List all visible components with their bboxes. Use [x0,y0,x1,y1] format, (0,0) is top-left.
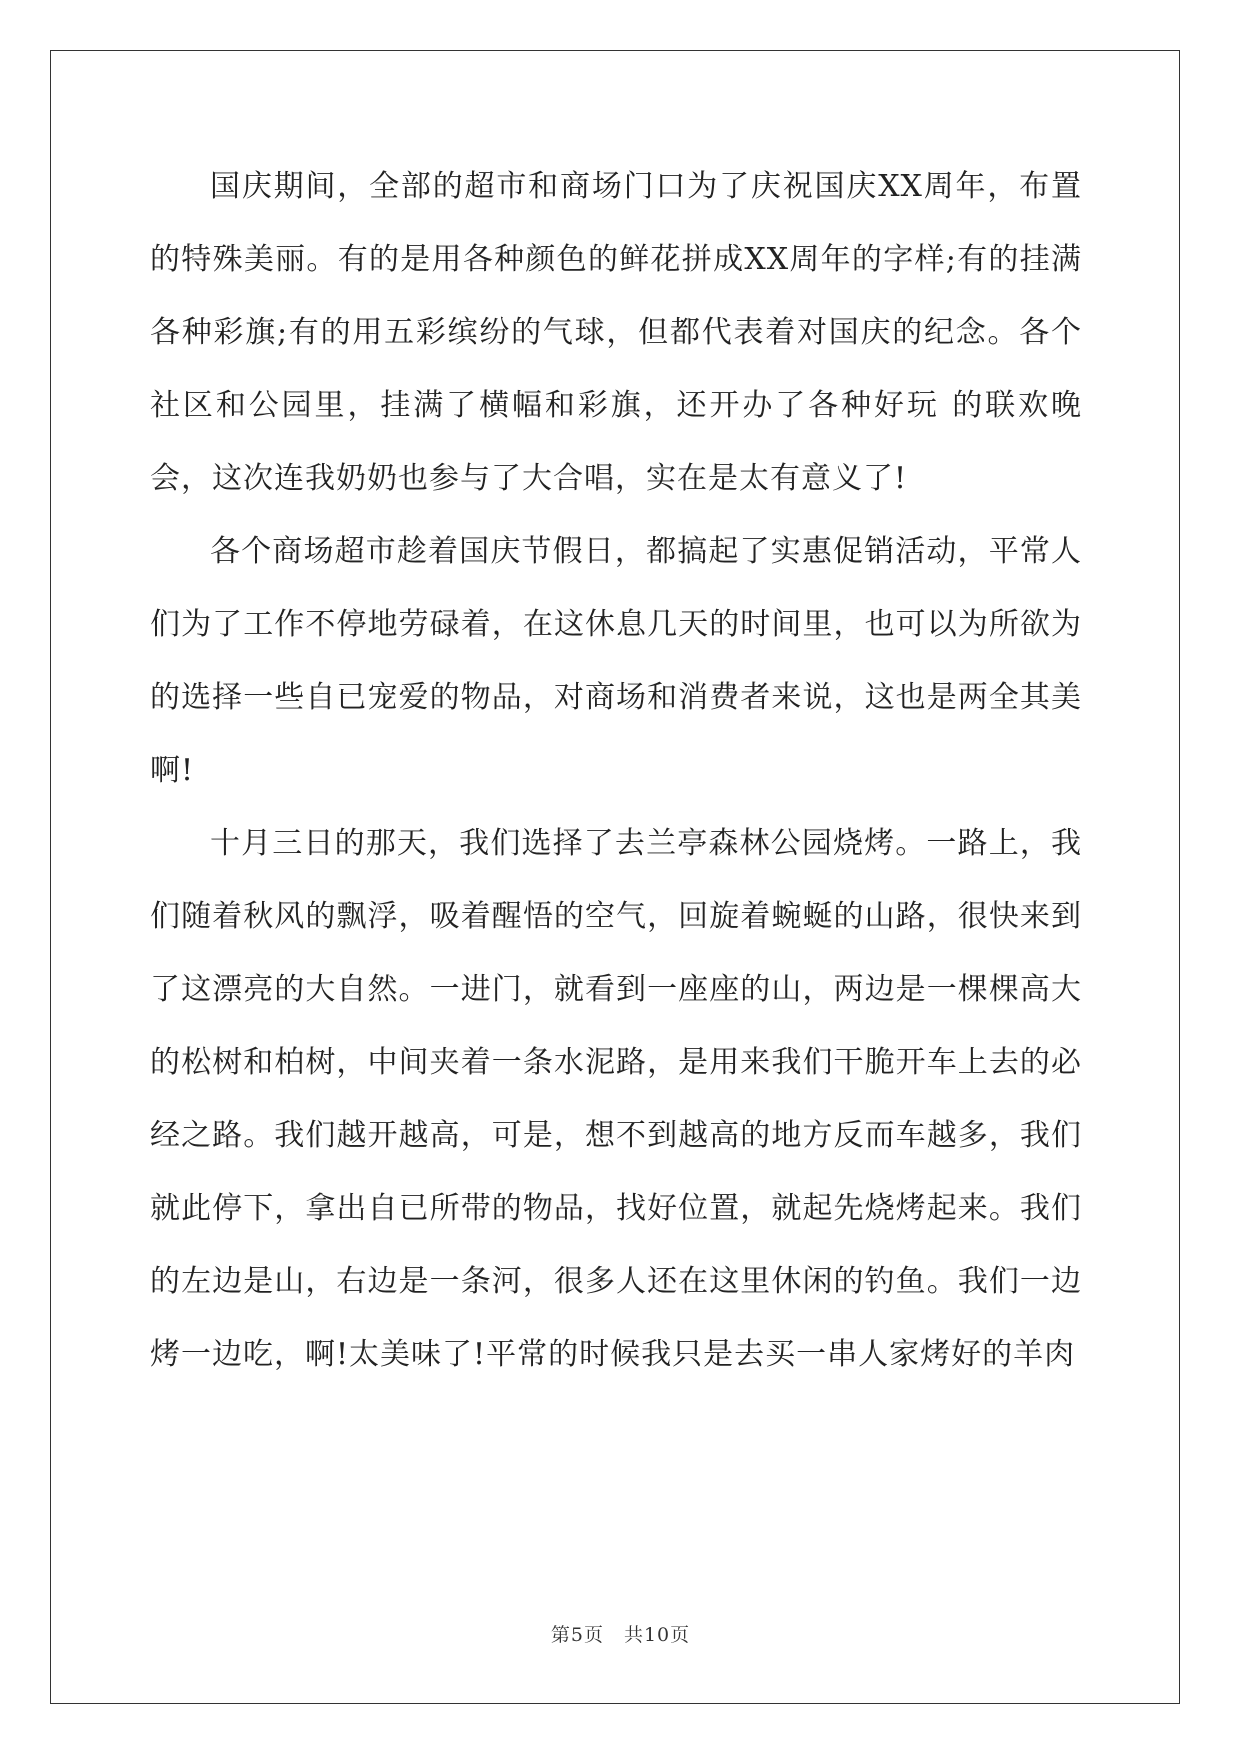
document-body [150,150,1082,1391]
paragraph-lanting-barbecue: 十月三日的那天，我们选择了去兰亭森林公园烧烤。一路上，我们随着秋风的飘浮，吸着醒悟的空气，回旋着蜿蜒的山路，很快来到了这漂亮的大自然。一进门，就看到一座座的山，两边是一棵棵高大的松树和柏树，中间夹着一条水泥路，是用来我们干脆开车上去的必经之路。我们越开越高，可是，想不到越高的地方反而车越多，我们就此停下，拿出自已所带的物品，找好位置，就起先烧烤起来。我们的左边是山，右边是一条河，很多人还在这里休闲的钓鱼。我们一边烤一边吃，啊!太美味了!平常的时候我只是去买一串人家烤好的羊肉 [150,826,1082,1372]
paragraph-holiday-shopping: 各个商场超市趁着国庆节假日，都搞起了实惠促销活动，平常人们为了工作不停地劳碌着，在这休息几天的时间里，也可以为所欲为的选择一些自已宠爱的物品，对商场和消费者来说，这也是两全其美啊! [150,534,1082,788]
paragraph-national-day-decorations: 国庆期间，全部的超市和商场门口为了庆祝国庆XX周年，布置的特殊美丽。有的是用各种颜色的鲜花拼成XX周年的字样;有的挂满各种彩旗;有的用五彩缤纷的气球，但都代表着对国庆的纪念。各个社区和公园里，挂满了横幅和彩旗，还开办了各种好玩 的联欢晚会，这次连我奶奶也参与了大合唱，实在是太有意义了! [150,169,1082,496]
page-number-footer: 第5页 共10页 [550,1624,691,1646]
